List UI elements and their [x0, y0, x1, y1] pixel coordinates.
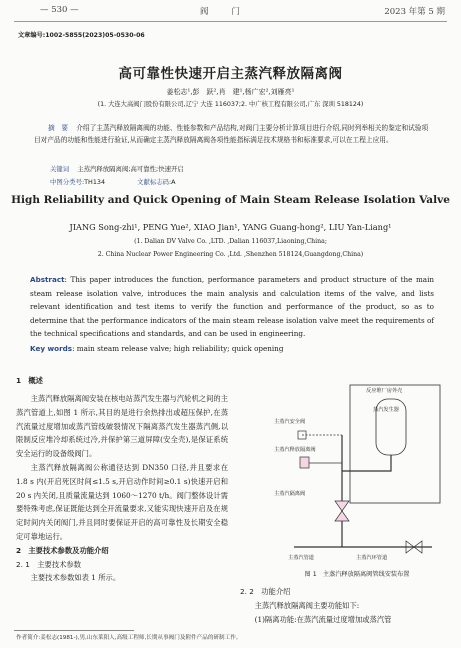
section-2-heading: 2 主要技术参数及功能介绍 [16, 545, 109, 555]
journal-name: 阀 门 [200, 7, 243, 17]
cn-classification [50, 177, 176, 186]
steam-generator-label: 蒸汽发生器 [373, 407, 399, 413]
isolation-valve-label: 主蒸汽隔离阀 [274, 491, 306, 497]
page-number: — 530 — [40, 5, 79, 15]
en-title: High Reliability and Quick Opening of Main Steam Release Isolation Valve [11, 194, 450, 206]
en-affiliation-2: 2. China Nuclear Power Engineering Co. ,Ltd. ,Shenzhen 518124,Guangdong,China) [97, 251, 364, 258]
safety-valve-label: 主蒸汽安全阀 [274, 419, 306, 425]
section-1-paragraph-2: 主蒸汽释放隔离阀公称通径达到 DN350 口径,并且要求在 1.8 s 内(开启死区时间≤1.5 s,开启动作时间≥0.1 s)快速开启和 20 s 内关闭,且质量流量达到 1060～1270 t/h。阀门整体设计需要特殊考虑,保证既能达到全开流量要求,又能实现快速开启及在规定时间内关闭阀门,并且同时要保证开启的高可靠性及长期安全稳定可靠地运行。 [16, 462, 228, 541]
containment-box [350, 385, 440, 503]
en-keywords [30, 342, 434, 355]
figure-1 [272, 375, 448, 565]
cn-keywords-label: 关键词 [50, 165, 70, 173]
section-2-2-line-2: (1)隔离功能:在蒸汽流量过度增加或蒸汽管 [254, 614, 392, 624]
section-2-1-text: 主要技术参数如表 1 所示。 [30, 573, 121, 583]
en-authors: JIANG Song-zhi¹, PENG Yue², XIAO Jian¹, YANG Guang-hong², LIU Yan-Liang¹ [69, 222, 392, 232]
cn-title: 高可靠性快速开启主蒸汽释放隔离阀 [118, 66, 343, 82]
en-abstract-label: Abstract [30, 275, 65, 284]
cn-abstract-label: 摘 要 [48, 124, 69, 132]
en-keywords-text: : main steam release valve; high reliability; quick opening [72, 344, 284, 353]
doc-code-label: 文献标志码 [137, 178, 170, 186]
issue-label: 2023 年第 5 期 [384, 7, 445, 17]
section-2-2-heading: 2. 2 功能介绍 [240, 587, 291, 596]
cn-keywords-text: 主蒸汽释放隔离阀;高可靠性;快速开启 [77, 165, 184, 173]
isolation-valve-shape-top [335, 501, 349, 511]
release-valve-shape [300, 457, 309, 468]
section-1-body [16, 392, 228, 585]
section-2-1-heading: 2. 1 主要技术参数 [16, 559, 82, 569]
section-1-paragraph-1: 主蒸汽释放隔离阀安装在核电站蒸汽发生器与汽轮机之间的主蒸汽管道上,如图 1 所示,其目的是进行余热排出或超压保护,在蒸汽流量过度增加或蒸汽管线破裂情况下隔离蒸汽发生器蒸汽侧,以限制反应堆冷却系统过冷,并保护第三道屏障(安全壳),是保证系统安全运行的设备级阀门。 [16, 394, 228, 459]
ring-line-label: 主蒸汽环管道 [356, 555, 388, 561]
section-1-heading: 1 概述 [16, 376, 43, 385]
cn-abstract-text: 介绍了主蒸汽释放隔离阀的功能、性能参数和产品结构,对阀门主要分析计算项目进行介绍,同时列举相关的鉴定和试验项目对产品的功能和性能进行验证,从而确定主蒸汽释放隔离阀各项性能指标满足技术规格书和标准要求,可以在工程上应用。 [34, 124, 429, 144]
clc-label: 中图分类号 [50, 178, 82, 186]
figure-1-caption: 图 1 主蒸汽释放隔离阀管线安装布置 [304, 571, 410, 578]
en-affiliation-1: (1. Dalian DV Valve Co. ,LTD. ,Dalian 116037,Liaoning,China; [134, 238, 327, 245]
en-abstract-text: : This paper introduces the function, performance parameters and product structure of the main steam release isolation valve, introduces the main analysis and calculation items of the valve, and lists relevant identification and test items to verify the function and performance of the product, so as to determine that the performance indicators of the main steam release isolation valve meet the requirements of the technical specifications and standards, and can be used in engineering. [30, 275, 434, 339]
footer-rule [14, 630, 134, 631]
cn-abstract [34, 122, 434, 146]
release-valve-label: 主蒸汽释放隔离阀 [274, 447, 316, 453]
article-number: 文章编号:1002-5855(2023)05-0530-06 [18, 32, 145, 39]
cn-keywords [50, 164, 184, 173]
clc-value: :TH134 [81, 178, 106, 186]
author-note: 作者简介:姜松志(1981-),男,山东莱阳人,高级工程师,长期从事阀门及附件产品的研制工作。 [16, 635, 242, 641]
main-line-label: 主蒸汽管道 [288, 555, 314, 561]
en-abstract [30, 273, 434, 341]
cn-affiliation: (1. 大连大高阀门股份有限公司,辽宁 大连 116037;2. 中广核工程有限公司,广东 深圳 518124) [97, 101, 364, 108]
en-keywords-label: Key words [30, 344, 73, 353]
section-2-2 [240, 585, 448, 626]
pipeline-diagram [272, 375, 448, 565]
cn-authors: 姜松志¹,彭 跃²,肖 建¹,杨广宏²,刘雁亮¹ [166, 88, 295, 96]
doc-code-value: :A [169, 178, 176, 186]
section-2-2-line-1: 主蒸汽释放隔离阀主要功能如下: [254, 600, 360, 610]
isolation-valve-shape-bottom [335, 511, 349, 521]
header-rule [14, 21, 447, 22]
containment-label: 反应堆厂房外壳 [366, 388, 403, 394]
